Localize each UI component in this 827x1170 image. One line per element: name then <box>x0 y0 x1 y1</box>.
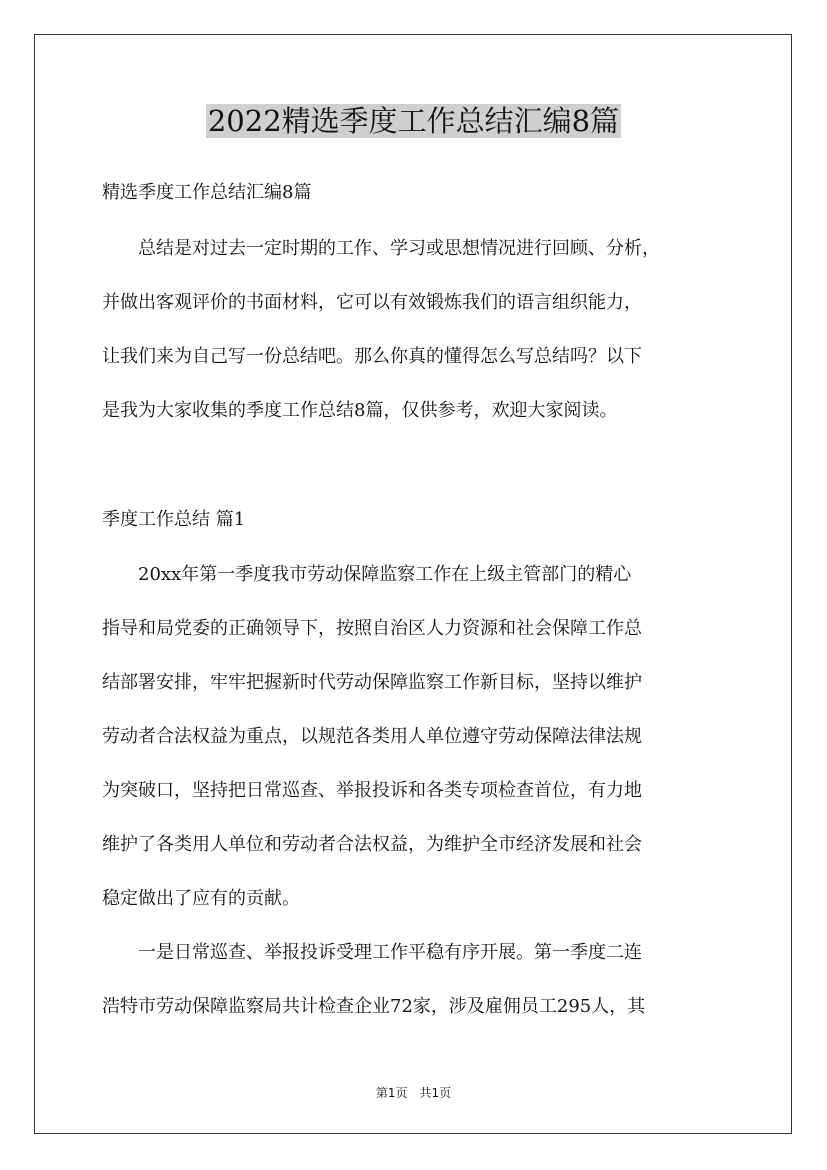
intro-line-2: 并做出客观评价的书面材料，它可以有效锻炼我们的语言组织能力， <box>102 292 642 313</box>
paragraph-2-line-1: 一是日常巡查、举报投诉受理工作平稳有序开展。第一季度二连 <box>102 942 642 963</box>
document-title <box>0 100 827 142</box>
paragraph-1-line-5: 为突破口，坚持把日常巡查、举报投诉和各类专项检查首位，有力地 <box>102 780 642 801</box>
paragraph-1-line-1: 20xx年第一季度我市劳动保障监察工作在上级主管部门的精心 <box>102 564 632 585</box>
paragraph-1-line-2: 指导和局党委的正确领导下，按照自治区人力资源和社会保障工作总 <box>102 618 642 639</box>
page-footer: 第1页 共1页 <box>375 1086 452 1100</box>
paragraph-1-line-3: 结部署安排，牢牢把握新时代劳动保障监察工作新目标，坚持以维护 <box>102 672 642 693</box>
paragraph-1-line-7: 稳定做出了应有的贡献。 <box>102 888 300 909</box>
intro-line-4: 是我为大家收集的季度工作总结8篇，仅供参考，欢迎大家阅读。 <box>102 400 618 421</box>
paragraph-1-line-4: 劳动者合法权益为重点，以规范各类用人单位遵守劳动保障法律法规 <box>102 726 642 747</box>
document-title-text: 2022精选季度工作总结汇编8篇 <box>207 104 620 138</box>
intro-line-1: 总结是对过去一定时期的工作、学习或思想情况进行回顾、分析， <box>102 238 660 259</box>
paragraph-2-line-2: 浩特市劳动保障监察局共计检查企业72家，涉及雇佣员工295人，其 <box>102 996 646 1017</box>
intro-line-3: 让我们来为自己写一份总结吧。那么你真的懂得怎么写总结吗？以下 <box>102 346 642 367</box>
document-subtitle: 精选季度工作总结汇编8篇 <box>102 182 312 203</box>
section-heading: 季度工作总结 篇1 <box>102 509 246 530</box>
paragraph-1-line-6: 维护了各类用人单位和劳动者合法权益，为维护全市经济发展和社会 <box>102 834 642 855</box>
